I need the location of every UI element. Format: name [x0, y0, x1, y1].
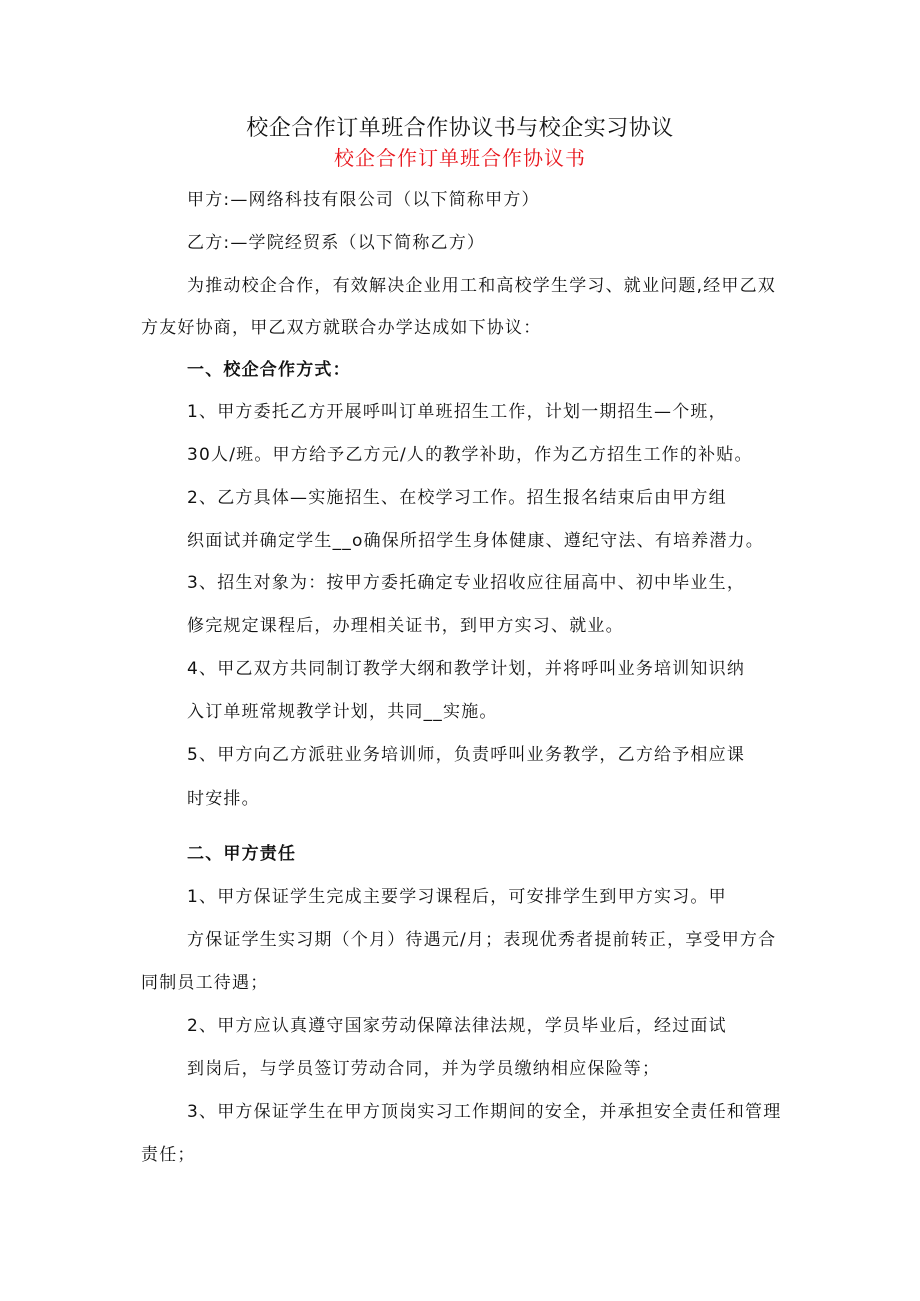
section-1-item-4-line-1: 4、甲乙双方共同制订教学大纲和教学计划，并将呼叫业务培训知识纳 — [187, 659, 746, 679]
section-2-item-1-line-3: 同制员工待遇； — [141, 973, 269, 993]
section-1-item-1-line-1: 1、甲方委托乙方开展呼叫订单班招生工作，计划一期招生—个班， — [187, 402, 727, 422]
section-1-item-2-line-2: 织面试并确定学生__o确保所招学生身体健康、遵纪守法、有培养潜力。 — [187, 531, 764, 551]
section-1-item-4-line-2: 入订单班常规教学计划，共同__实施。 — [187, 702, 498, 722]
section-1-heading: 一、校企合作方式： — [187, 360, 351, 380]
section-2-item-2-line-2: 到岗后，与学员签订劳动合同，并为学员缴纳相应保险等； — [187, 1059, 661, 1079]
document-title: 校企合作订单班合作协议书与校企实习协议 — [246, 116, 674, 141]
section-1-item-2-line-1: 2、乙方具体—实施招生、在校学习工作。招生报名结束后由甲方组 — [187, 488, 727, 508]
document-subtitle: 校企合作订单班合作协议书 — [334, 146, 586, 170]
section-1-item-3-line-1: 3、招生对象为：按甲方委托确定专业招收应往届高中、初中毕业生， — [187, 573, 746, 593]
section-1-item-5-line-1: 5、甲方向乙方派驻业务培训师，负责呼叫业务教学，乙方给予相应课 — [187, 745, 746, 765]
section-2-item-3-line-2: 责任； — [141, 1145, 196, 1165]
section-2-item-2-line-1: 2、甲方应认真遵守国家劳动保障法律法规，学员毕业后，经过面试 — [187, 1016, 727, 1036]
intro-paragraph-line-2: 方友好协商，甲乙双方就联合办学达成如下协议： — [141, 318, 542, 338]
section-2-item-1-line-1: 1、甲方保证学生完成主要学习课程后，可安排学生到甲方实习。甲 — [187, 887, 727, 907]
party-b-line: 乙方:—学院经贸系（以下简称乙方） — [187, 233, 486, 253]
intro-paragraph-line-1: 为推动校企合作，有效解决企业用工和高校学生学习、就业问题,经甲乙双 — [187, 276, 777, 296]
section-1-item-1-line-2: 30人/班。甲方给予乙方元/人的教学补助，作为乙方招生工作的补贴。 — [187, 445, 753, 465]
section-2-heading: 二、甲方责任 — [187, 844, 297, 864]
section-2-item-1-line-2: 方保证学生实习期（个月）待遇元/月；表现优秀者提前转正，享受甲方合 — [187, 930, 777, 950]
section-2-item-3-line-1: 3、甲方保证学生在甲方顶岗实习工作期间的安全，并承担安全责任和管理 — [187, 1102, 782, 1122]
section-1-item-3-line-2: 修完规定课程后，办理相关证书，到甲方实习、就业。 — [187, 616, 624, 636]
party-a-line: 甲方:—网络科技有限公司（以下简称甲方） — [187, 190, 540, 210]
section-1-item-5-line-2: 时安排。 — [187, 789, 260, 809]
